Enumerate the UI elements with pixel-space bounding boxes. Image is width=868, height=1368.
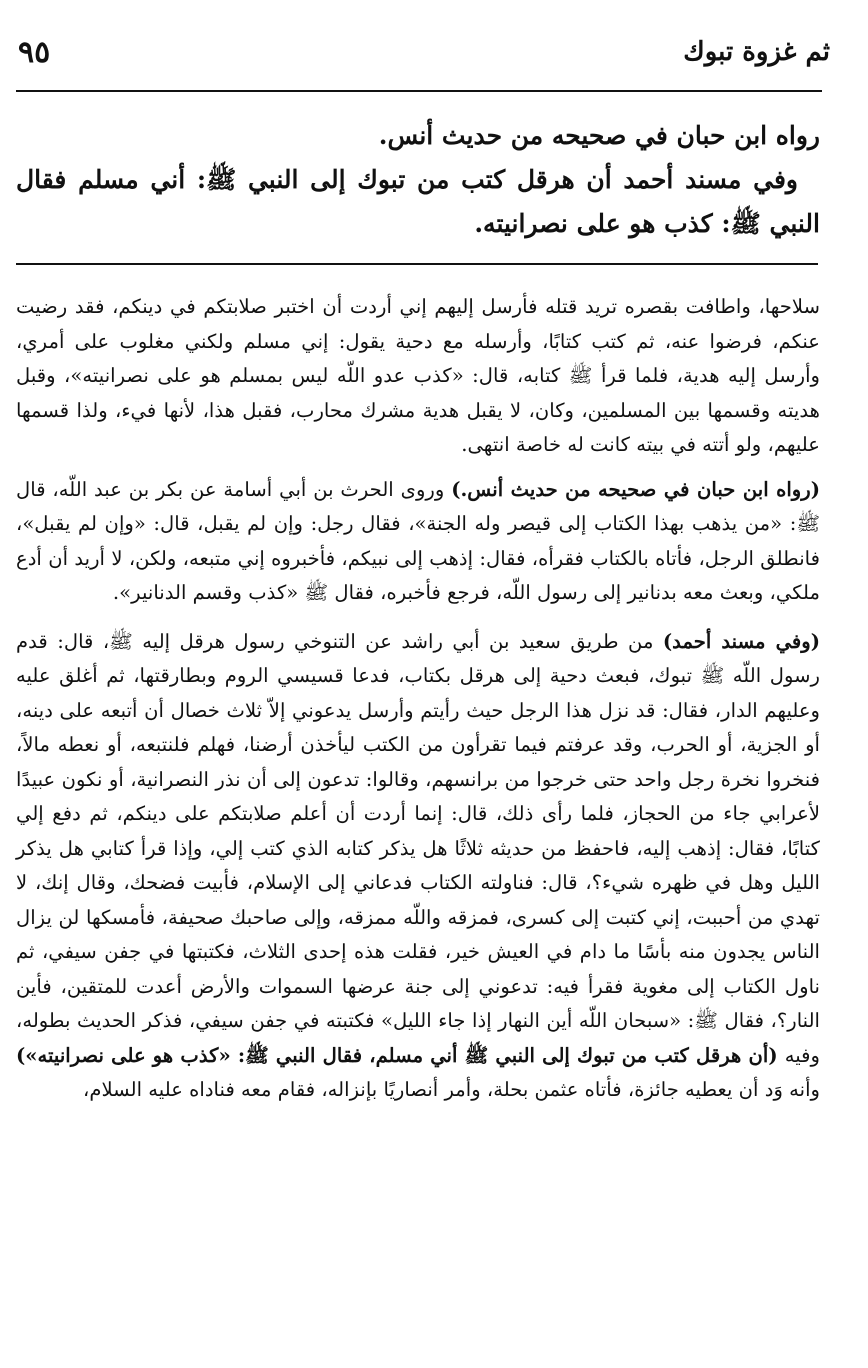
running-title: ثم غزوة تبوك (683, 37, 830, 67)
main-text (16, 114, 820, 246)
page-header (18, 30, 830, 74)
commentary-paragraph (16, 625, 820, 1108)
commentary-body: وأنه وَد أن يعطيه جائزة، فأتاه عثمن بحلة، وأمر أنصاريًا بإنزاله، فقام معه فناداه عليه السلام، (83, 1078, 820, 1101)
main-text-line: وفي مسند أحمد أن هرقل كتب من تبوك إلى النبي ﷺ: أني مسلم فقال النبي ﷺ: كذب هو على نصرانيته. (16, 165, 820, 238)
commentary-text (16, 290, 820, 1118)
quoted-main-text: (أن هرقل كتب من تبوك إلى النبي ﷺ أني مسلم، فقال النبي ﷺ: «كذب هو على نصرانيته») (16, 1043, 785, 1067)
quoted-main-text: (وفي مسند أحمد) (662, 629, 821, 653)
header-divider (16, 90, 822, 92)
page-number: ٩٥ (18, 34, 51, 70)
main-text-line: رواه ابن حبان في صحيحه من حديث أنس. (378, 121, 820, 150)
commentary-divider (16, 263, 818, 265)
commentary-paragraph (16, 473, 820, 611)
commentary-paragraph: سلاحها، واطافت بقصره تريد قتله فأرسل إليهم إني أردت أن اختبر صلابتكم في دينكم، فقد رضيت عنكم، فرضوا عنه، ثم كتب كتابًا، وأرسله مع دحية يقول: إني مسلم ولكني مغلوب على أمري، وأرسل إليه هدية، فلما قرأ ﷺ كتابه، قال: «كذب عدو اللّه ليس بمسلم هو على نصرانيته»، وقبل هديته وقسمها بين المسلمين، وكان، لا يقبل هدية مشرك محارب، فقبل هذا، لأنها فيء، ولذا قسمها عليهم، ولو أتته في بيته كانت له خاصة انتهى. (16, 295, 820, 456)
commentary-body: وروى الحرث بن أبي أسامة عن بكر بن عبد اللّه، قال ﷺ: «من يذهب بهذا الكتاب إلى قيصر وله الجنة»، فقال رجل: وإن لم يقبل، قال: «وإن لم يقبل»، فانطلق الرجل، فأتاه بالكتاب فقرأه، فقال: إذهب إلى نبيكم، فأخبروه إني متبعه، ولكن، لا أريد أن أدع ملكي، وبعث معه بدنانير إلى رسول اللّه، فرجع فأخبره، فقال ﷺ «كذب وقسم الدنانير». (16, 477, 820, 604)
quoted-main-text: (رواه ابن حبان في صحيحه من حديث أنس.) (451, 477, 821, 501)
commentary-body: من طريق سعيد بن أبي راشد عن التنوخي رسول هرقل إليه ﷺ، قال: قدم رسول اللّه ﷺ تبوك، فبعث دحية إلى هرقل بكتاب، فدعا قسيسي الروم وبطارقتها، ثم أغلق عليه وعليهم الدار، فقال: قد نزل هذا الرجل حيث رأيتم وأرسل يدعوني إلاّ ثلاث خصال أن أتبعه على دينه، أو الجزية، أو الحرب، وقد عرفتم فيما تقرأون من الكتب ليأخذن أرضنا، فهلم فلنتبعه، أو نعطه مالاً، فنخروا نخرة رجل واحد حتى خرجوا من برانسهم، وقالوا: تدعون إلى أن نذر النصرانية، أو نكون عبيدًا لأعرابي جاء من الحجاز، فلما رأى ذلك، قال: إنما أردت أن أعلم صلابتكم على دينكم، ثم دفع إلي كتابًا، فقال: إذهب إليه، فاحفظ من حديثه ثلاثًا هل يذكر كتابه الذي كتب إلي، وإذا قرأ كتابي هل يذكر الليل وهل في ظهره شيء؟، قال: فناولته الكتاب فدعاني إلى الإسلام، فأبيت فضحك، وقال إنك، لا تهدي من أحببت، إني كتبت إلى كسرى، فمزقه واللّه ممزقه، وإلى صاحبك صحيفة، فأمسكها لن يزال الناس يجدون منه بأسًا ما دام في العيش خير، فقلت هذه إحدى الثلاث، فكتبتها في جفن سيفي، ثم ناول الكتاب إلى مغوية فقرأ فيه: تدعوني إلى جنة عرضها السموات والأرض أعدت للمتقين، فأين النار؟، فقال ﷺ: «سبحان اللّه أين النهار إذا جاء الليل» فكتبته في جفن سيفي، فذكر الحديث بطوله، وفيه (16, 629, 820, 1067)
